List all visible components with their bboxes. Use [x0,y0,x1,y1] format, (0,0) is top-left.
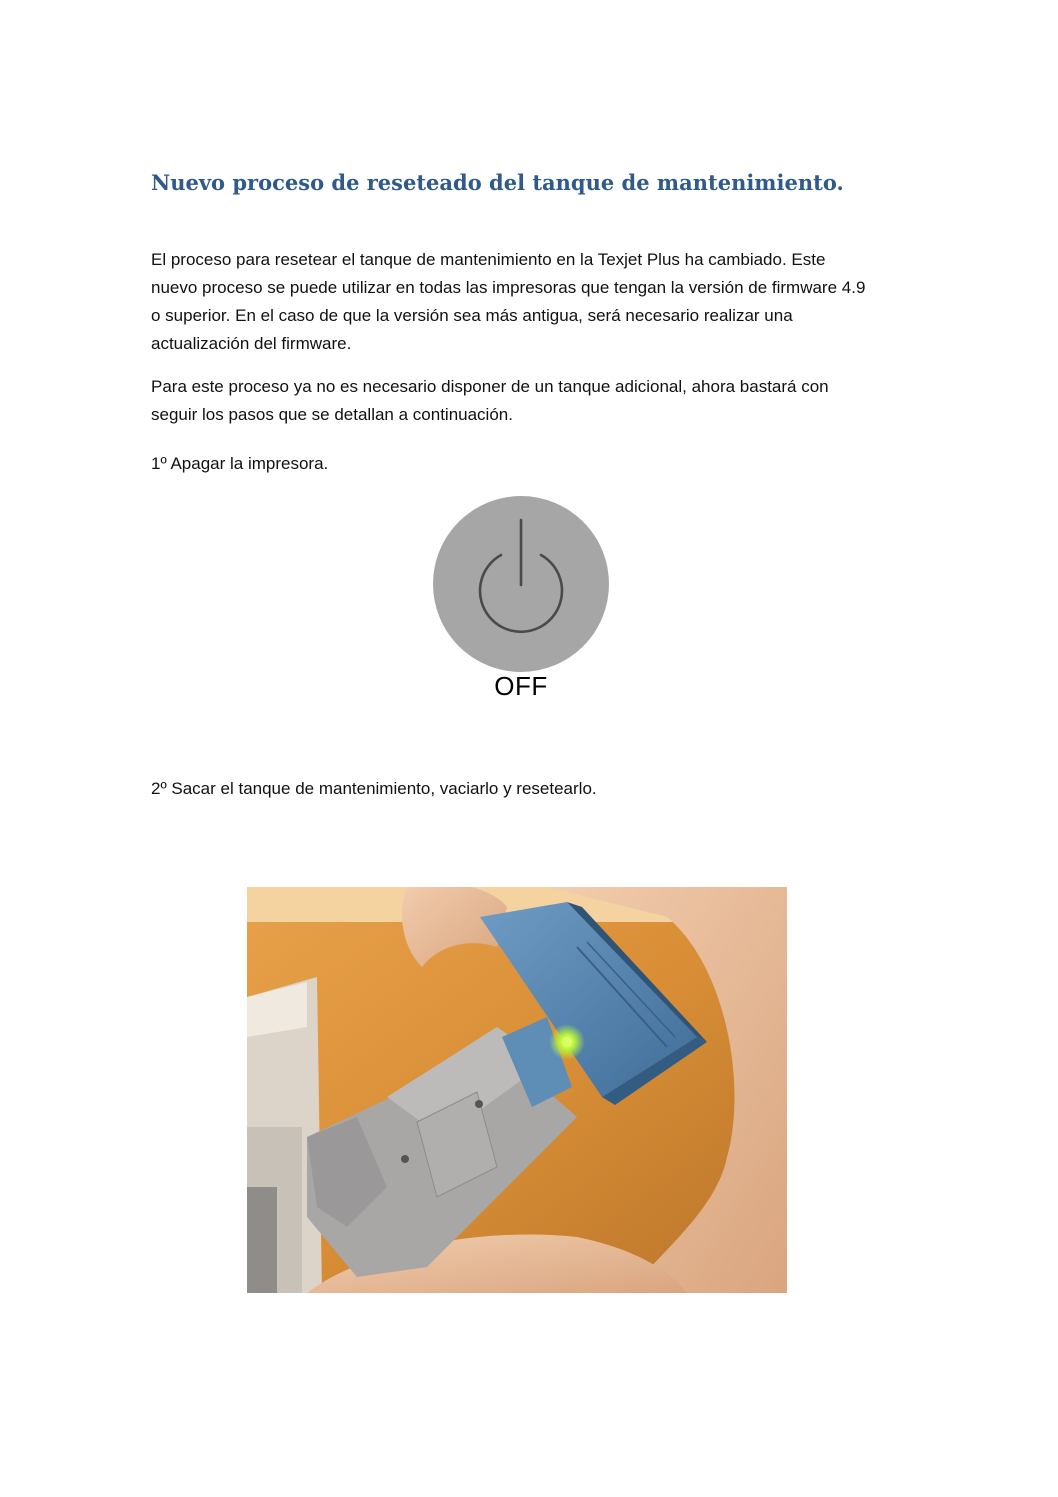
note-paragraph [151,373,921,429]
intro-line: o superior. En el caso de que la versión sea más antigua, será necesario realizar una [151,306,793,325]
maintenance-tank-illustration [247,887,787,1293]
power-icon [432,495,610,673]
intro-line: El proceso para resetear el tanque de mantenimiento en la Texjet Plus ha cambiado. Este [151,250,826,269]
step-1-text: 1º Apagar la impresora. [151,454,329,473]
intro-paragraph [151,246,921,358]
intro-line: nuevo proceso se puede utilizar en todas las impresoras que tengan la versión de firmware 4.9 [151,278,866,297]
note-line: seguir los pasos que se detallan a continuación. [151,405,513,424]
power-off-figure [432,495,610,710]
intro-line: actualización del firmware. [151,334,352,353]
page-title: Nuevo proceso de reseteado del tanque de mantenimiento. [151,170,844,195]
note-line: Para este proceso ya no es necesario disponer de un tanque adicional, ahora bastará con [151,377,829,396]
power-off-label: OFF [494,671,548,701]
maintenance-tank-photo [247,887,787,1293]
step-2-text: 2º Sacar el tanque de mantenimiento, vaciarlo y resetearlo. [151,779,597,798]
